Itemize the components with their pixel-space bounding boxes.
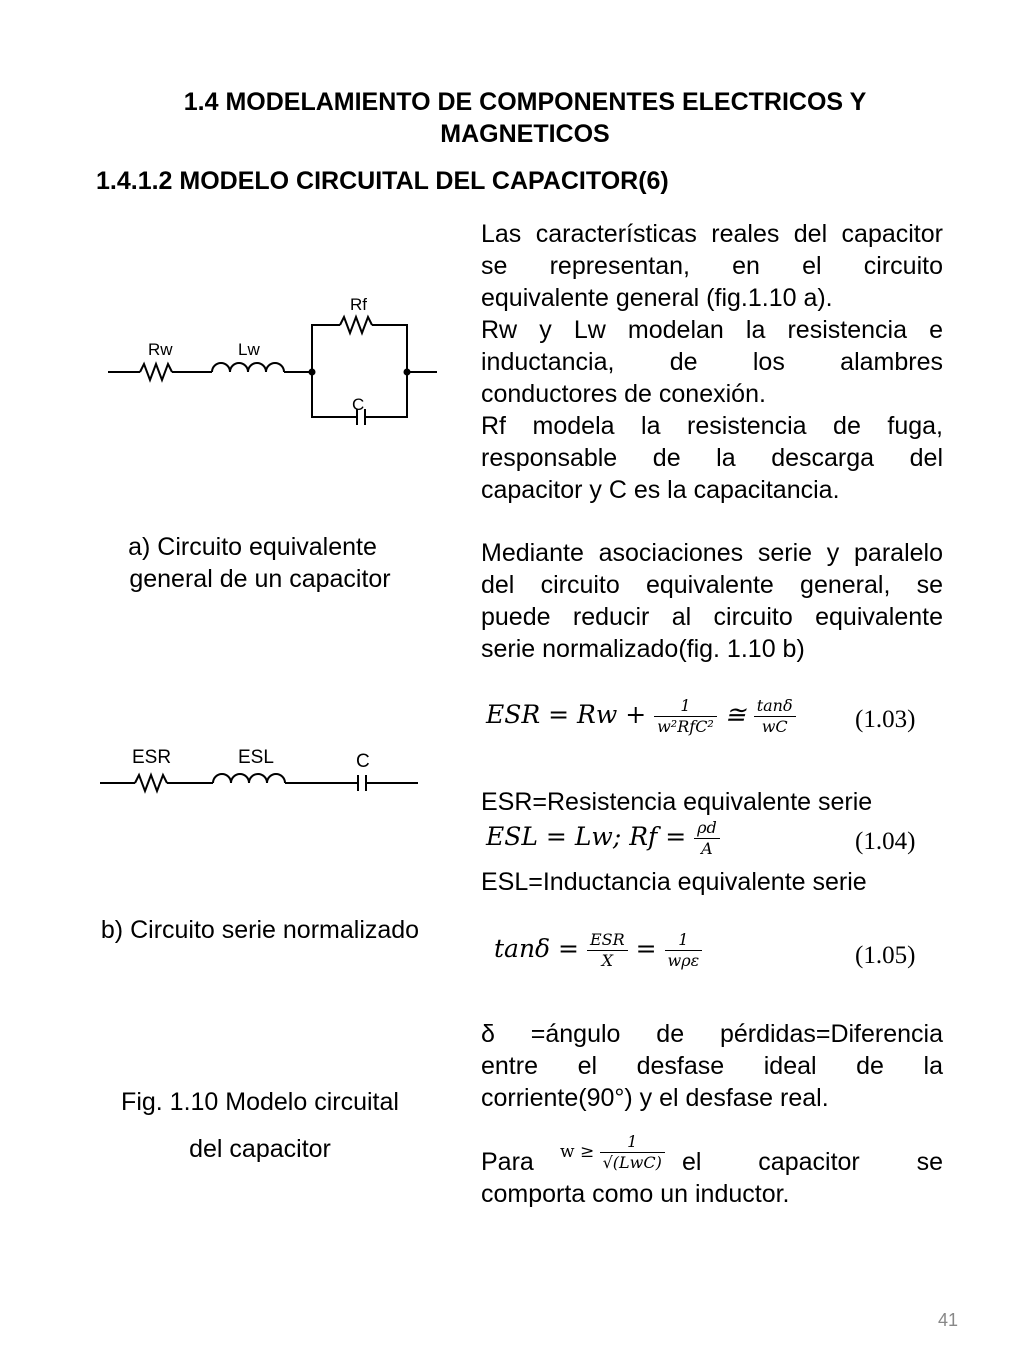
figure-caption-line1: Fig. 1.10 Modelo circuital	[121, 1088, 399, 1116]
paragraph-loss-angle: δ =ángulo de pérdidas=Diferencia entre el desfase ideal de la corriente(90°) y el desfase real.	[481, 1020, 943, 1112]
esr-definition: ESR=Resistencia equivalente serie	[481, 788, 873, 816]
label-c-b: C	[356, 751, 370, 772]
inductor-esl-symbol	[213, 774, 285, 783]
subsection-title: 1.4.1.2 MODELO CIRCUITAL DEL CAPACITOR(6)	[96, 167, 669, 195]
circuit-b-diagram	[95, 740, 425, 800]
equation-number-104: (1.04)	[855, 828, 916, 855]
resistor-esr-symbol	[135, 775, 167, 791]
caption-a-line2: general de un capacitor	[129, 565, 391, 593]
section-title-line1: 1.4 MODELAMIENTO DE COMPONENTES ELECTRICOS Y	[183, 88, 867, 116]
condition-expression: w ≥ $\frac{1}{\text{√(LwC)}}$	[560, 1132, 665, 1173]
caption-a-line1: a) Circuito equivalente	[128, 533, 377, 561]
resistor-rw-symbol	[140, 364, 172, 380]
inductor-lw-symbol	[212, 363, 284, 372]
figure-caption-line2: del capacitor	[189, 1135, 331, 1163]
paragraph-characteristics: Las características reales del capacitor se representan, en el circuito equivalente general (fig.1.10 a). Rw y Lw modelan la resistencia e inductancia, de los alambres conductores de conexión. Rf modela la resistencia de fuga, responsable de la descarga del capacitor y C es la capacitancia.	[481, 220, 943, 504]
label-rf: Rf	[350, 295, 367, 314]
resistor-rf-symbol	[340, 317, 372, 333]
caption-b: b) Circuito serie normalizado	[100, 916, 420, 944]
paragraph-associations: Mediante asociaciones serie y paralelo del circuito equivalente general, se puede reducir al circuito equivalente serie normalizado(fig. 1.10 b)	[481, 539, 943, 663]
esl-definition: ESL=Inductancia equivalente serie	[481, 868, 867, 896]
document-page: 1.4 MODELAMIENTO DE COMPONENTES ELECTRICOS Y MAGNETICOS 1.4.1.2 MODELO CIRCUITAL DEL CAPACITOR(6) Rw Lw Rf C a) Circuito equivalente general de un capacitor ESR ESL C b) Circuito serie normalizado Fig. 1.10 Modelo circuital del capacitor Las características reales del capacitor se representan, en el circuito equivalente general (fig.1.10 a). Rw y Lw modelan la resistencia e inductancia, de los alambres conductores de conexión. Rf modela la resistencia de fuga, responsable de la descarga del capacitor y C es la capacitancia. Mediante asociaciones serie y paralelo del circuito equivalente general, se puede reducir al circuito equivalente serie normalizado(fig. 1.10 b) ESR = Rw + $\frac{1}{\text{w²RfC²}}$ ≅ $\frac{\tan\delta}{wC}$ (1.03) ESR=Resistencia equivalente serie ESL = Lw; Rf = $\frac{\rho d}{A}$ (1.04) ESL=Inductancia equivalente serie tanδ = $\frac{\text{ESR}}{X}$ = $\frac{1}{\text{wρε}}$ (1.05) δ =ángulo de pérdidas=Diferencia entre el desfase ideal de la corriente(90°) y el desfase real. Para w ≥ $\frac{1}{\text{√(LwC)}}$ el capacitor se comporta como un inductor. 41	[0, 0, 1024, 1365]
label-esr: ESR	[132, 747, 172, 768]
label-c: C	[352, 395, 365, 414]
equation-tan-delta: tanδ = $\frac{\text{ESR}}{X}$ = $\frac{1}{\text{wρε}}$	[494, 930, 702, 971]
section-title-line2: MAGNETICOS	[440, 120, 610, 148]
page-number: 41	[937, 1310, 958, 1330]
label-esl: ESL	[238, 747, 274, 768]
equation-number-103: (1.03)	[855, 706, 916, 733]
equation-esl: ESL = Lw; Rf = $\frac{\rho d}{A}$	[486, 818, 720, 859]
label-rw: Rw	[148, 340, 173, 359]
circuit-a-diagram	[100, 285, 445, 435]
label-lw: Lw	[238, 340, 260, 359]
capacitor-c-b-symbol	[358, 775, 366, 791]
equation-esr: ESR = Rw + $\frac{1}{\text{w²RfC²}}$ ≅ $\frac{\tan\delta}{wC}$	[486, 696, 796, 737]
equation-number-105: (1.05)	[855, 942, 916, 969]
